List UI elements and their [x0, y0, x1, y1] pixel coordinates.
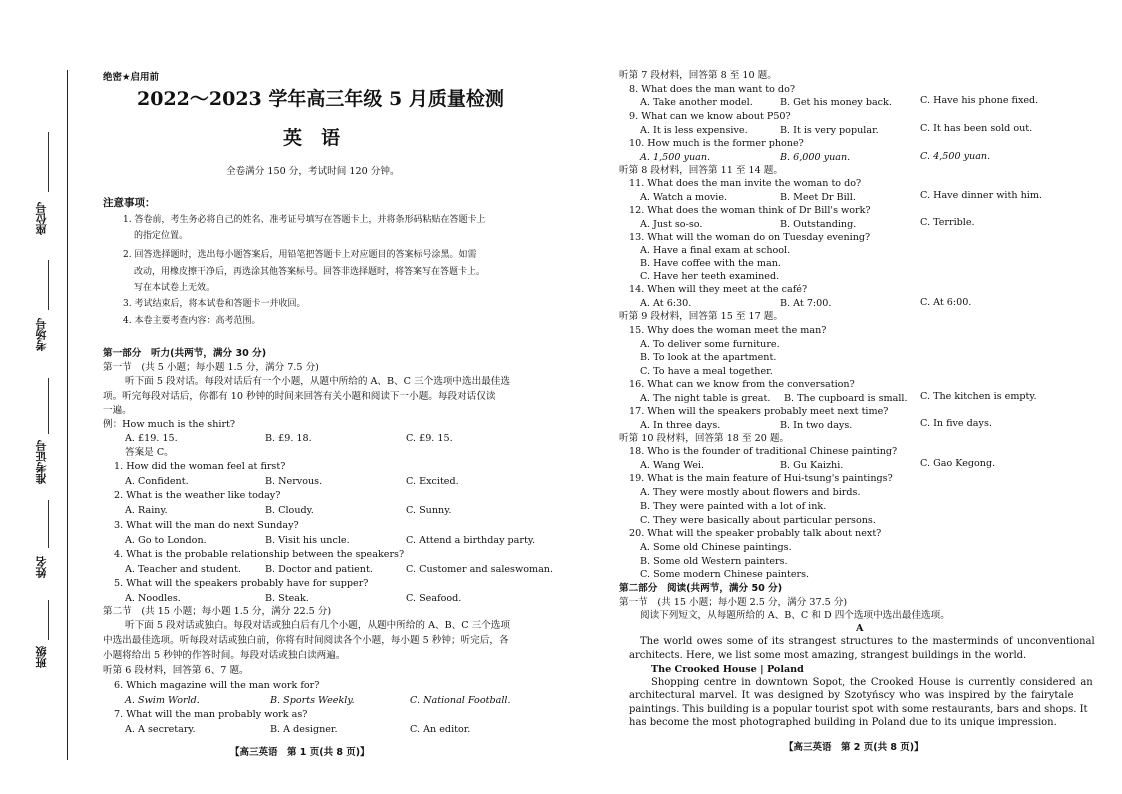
part2-sec1-heading: 第一节 (共 15 小题；每小题 2.5 分，满分 37.5 分): [619, 597, 848, 608]
q13-option-a: A. Have a final exam at school.: [640, 245, 791, 256]
room-underline: [48, 260, 49, 310]
class-underline: [48, 600, 49, 640]
q15-option-c: C. To have a meal together.: [640, 366, 773, 377]
q3-option-b: B. Visit his uncle.: [265, 535, 350, 546]
q16-option-a: A. The night table is great.: [640, 393, 771, 404]
question-20: 20. What will the speaker probably talk about next?: [629, 528, 882, 539]
para2-line3: paintings. This building is a popular tourist spot with some restaurants, bars and shops. It: [629, 704, 1088, 715]
binding-line: [67, 70, 68, 760]
q6-option-c: C. National Football.: [410, 695, 511, 706]
note-1b: 的指定位置。: [134, 231, 189, 241]
note-4: 4. 本卷主要考查内容：高考范围。: [123, 316, 261, 326]
part2-heading: 第二部分 阅读(共两节，满分 50 分): [619, 583, 783, 594]
question-16: 16. What can we know from the conversation?: [629, 379, 855, 390]
q4-option-a: A. Teacher and student.: [125, 564, 241, 575]
q7-option-b: B. A designer.: [270, 724, 338, 735]
name-underline: [48, 500, 49, 548]
q7-option-a: A. A secretary.: [125, 724, 196, 735]
q14-option-c: C. At 6:00.: [920, 297, 972, 308]
class-label: 班级: [35, 646, 48, 668]
room-label: 考场号: [35, 318, 48, 351]
notes-heading: 注意事项：: [103, 197, 156, 209]
question-15: 15. Why does the woman meet the man?: [629, 325, 827, 336]
question-4: 4. What is the probable relationship between the speakers?: [114, 549, 405, 560]
sec2-heading: 第二节 (共 15 小题；每小题 1.5 分，满分 22.5 分): [103, 606, 332, 617]
material-7: 听第 7 段材料，回答第 8 至 10 题。: [619, 70, 777, 81]
example-question: 例：How much is the shirt?: [103, 419, 236, 430]
crooked-house-heading: The Crooked House | Poland: [651, 664, 804, 675]
para1-line1: The world owes some of its strangest structures to the masterminds of unconventional: [640, 636, 1095, 647]
q12-option-c: C. Terrible.: [920, 217, 975, 228]
question-12: 12. What does the woman think of Dr Bill's work?: [629, 205, 871, 216]
q9-option-b: B. It is very popular.: [780, 125, 879, 136]
part1-heading: 第一部分 听力(共两节，满分 30 分): [103, 348, 267, 359]
q19-option-c: C. They were basically about particular persons.: [640, 515, 876, 526]
seat-underline: [48, 132, 49, 192]
q15-option-b: B. To look at the apartment.: [640, 352, 777, 363]
q4-option-c: C. Customer and saleswoman.: [406, 564, 554, 575]
note-3: 3. 考试结束后，将本试卷和答题卡一并收回。: [123, 299, 306, 309]
q6-option-a: A. Swim World.: [125, 695, 200, 706]
q17-option-c: C. In five days.: [920, 418, 992, 429]
q9-option-a: A. It is less expensive.: [640, 125, 748, 136]
q18-option-c: C. Gao Kegong.: [920, 458, 996, 469]
para1-line2: architects. Here, we list some most amazing, strangest buildings in the world.: [629, 650, 1027, 661]
q15-option-a: A. To deliver some furniture.: [640, 339, 780, 350]
q12-option-b: B. Outstanding.: [780, 219, 857, 230]
q8-option-b: B. Get his money back.: [780, 97, 892, 108]
passage-letter: A: [856, 623, 864, 634]
sec1-instr-c: 一遍。: [103, 405, 132, 416]
example-option-b: B. £9. 18.: [265, 433, 312, 444]
q8-option-c: C. Have his phone fixed.: [920, 95, 1039, 106]
question-1: 1. How did the woman feel at first?: [114, 461, 286, 472]
q4-option-b: B. Doctor and patient.: [265, 564, 373, 575]
page-title: 2022～2023 学年高三年级 5 月质量检测: [137, 88, 504, 110]
q1-option-a: A. Confident.: [125, 476, 189, 487]
q5-option-b: B. Steak.: [265, 593, 309, 604]
material-6: 听第 6 段材料，回答第 6、7 题。: [103, 665, 249, 676]
q2-option-b: B. Cloudy.: [265, 505, 314, 516]
q7-option-c: C. An editor.: [410, 724, 471, 735]
seat-label: 座位号: [35, 202, 48, 235]
example-option-a: A. £19. 15.: [125, 433, 178, 444]
q19-option-a: A. They were mostly about flowers and birds.: [640, 487, 861, 498]
example-answer: 答案是 C。: [125, 447, 174, 458]
question-2: 2. What is the weather like today?: [114, 490, 281, 501]
q16-option-b: B. The cupboard is small.: [784, 393, 908, 404]
sec2-instr-b: 中选出最佳选项。听每段对话或独白前，你将有时间阅读各个小题，每小题 5 秒钟；听完后，各: [103, 635, 509, 646]
q2-option-a: A. Rainy.: [125, 505, 168, 516]
question-14: 14. When will they meet at the café?: [629, 284, 808, 295]
q13-option-c: C. Have her teeth examined.: [640, 271, 780, 282]
example-option-c: C. £9. 15.: [406, 433, 453, 444]
question-13: 13. What will the woman do on Tuesday evening?: [629, 232, 871, 243]
question-17: 17. When will the speakers probably meet next time?: [629, 406, 889, 417]
question-5: 5. What will the speakers probably have for supper?: [114, 578, 369, 589]
q10-option-c: C. 4,500 yuan.: [920, 151, 991, 162]
q19-option-b: B. They were painted with a lot of ink.: [640, 501, 827, 512]
q18-option-b: B. Gu Kaizhi.: [780, 460, 844, 471]
q1-option-b: B. Nervous.: [265, 476, 323, 487]
question-3: 3. What will the man do next Sunday?: [114, 520, 299, 531]
sec1-instr-a: 听下面 5 段对话。每段对话后有一个小题，从题中所给的 A、B、C 三个选项中选出最佳选: [125, 376, 510, 387]
question-18: 18. Who is the founder of traditional Chinese painting?: [629, 446, 898, 457]
q14-option-b: B. At 7:00.: [780, 298, 832, 309]
sec2-instr-c: 小题将给出 5 秒钟的作答时间。每段对话或独白读两遍。: [103, 650, 346, 661]
q2-option-c: C. Sunny.: [406, 505, 452, 516]
subject-title: 英 语: [283, 127, 341, 149]
para2-line2: architectural marvel. It was designed by Szotyńscy who was inspired by the fairytale: [629, 690, 1074, 701]
question-6: 6. Which magazine will the man work for?: [114, 680, 320, 691]
secret-label: 绝密★启用前: [103, 72, 160, 83]
q11-option-a: A. Watch a movie.: [640, 192, 728, 203]
q14-option-a: A. At 6:30.: [640, 298, 692, 309]
q13-option-b: B. Have coffee with the man.: [640, 258, 781, 269]
question-10: 10. How much is the former phone?: [629, 138, 804, 149]
material-8: 听第 8 段材料，回答第 11 至 14 题。: [619, 165, 783, 176]
note-2b: 改动，用橡皮擦干净后，再选涂其他答案标号。回答非选择题时，将答案写在答题卡上。: [134, 267, 486, 277]
para2-line4: has become the most photographed building in Poland due to its unique impression.: [629, 717, 1057, 728]
sec1-heading: 第一节 (共 5 小题；每小题 1.5 分，满分 7.5 分): [103, 362, 319, 373]
q5-option-a: A. Noodles.: [125, 593, 181, 604]
material-10: 听第 10 段材料，回答第 18 至 20 题。: [619, 433, 790, 444]
note-2a: 2. 回答选择题时，选出每小题答案后，用铅笔把答题卡上对应题目的答案标号涂黑。如需: [123, 250, 477, 260]
score-line: 全卷满分 150 分，考试时间 120 分钟。: [226, 166, 400, 177]
q12-option-a: A. Just so-so.: [640, 219, 703, 230]
question-7: 7. What will the man probably work as?: [114, 709, 308, 720]
q20-option-c: C. Some modern Chinese painters.: [640, 569, 810, 580]
q10-option-a: A. 1,500 yuan.: [640, 152, 711, 163]
q10-option-b: B. 6,000 yuan.: [780, 152, 851, 163]
ticket-underline: [48, 378, 49, 434]
part2-instructions: 阅读下列短文，从每题所给的 A、B、C 和 D 四个选项中选出最佳选项。: [640, 610, 950, 621]
note-2c: 写在本试卷上无效。: [134, 283, 216, 293]
q9-option-c: C. It has been sold out.: [920, 123, 1033, 134]
note-1a: 1. 答卷前，考生务必将自己的姓名、准考证号填写在答题卡上，并将条形码粘贴在答题卡上: [123, 215, 486, 225]
sec1-instr-b: 项。听完每段对话后，你都有 10 秒钟的时间来回答有关小题和阅读下一小题。每段对话仅读: [103, 391, 496, 402]
q3-option-a: A. Go to London.: [125, 535, 207, 546]
q18-option-a: A. Wang Wei.: [640, 460, 705, 471]
footer-left: 【高三英语 第 1 页(共 8 页)】: [230, 747, 370, 758]
name-label: 姓名: [35, 556, 48, 578]
q1-option-c: C. Excited.: [406, 476, 459, 487]
question-19: 19. What is the main feature of Hui-tsung's paintings?: [629, 473, 893, 484]
q6-option-b: B. Sports Weekly.: [270, 695, 355, 706]
material-9: 听第 9 段材料，回答第 15 至 17 题。: [619, 311, 783, 322]
question-9: 9. What can we know about P50?: [629, 111, 791, 122]
q20-option-a: A. Some old Chinese paintings.: [640, 542, 792, 553]
question-11: 11. What does the man invite the woman to do?: [629, 178, 862, 189]
q20-option-b: B. Some old Western painters.: [640, 556, 788, 567]
q16-option-c: C. The kitchen is empty.: [920, 391, 1037, 402]
q5-option-c: C. Seafood.: [406, 593, 462, 604]
para2-line1: Shopping centre in downtown Sopot, the Crooked House is currently considered an: [651, 677, 1093, 688]
q17-option-a: A. In three days.: [640, 420, 721, 431]
footer-right: 【高三英语 第 2 页(共 8 页)】: [784, 742, 924, 753]
q17-option-b: B. In two days.: [780, 420, 853, 431]
sec2-instr-a: 听下面 5 段对话或独白。每段对话或独白后有几个小题，从题中所给的 A、B、C 三个选项: [125, 620, 510, 631]
question-8: 8. What does the man want to do?: [629, 84, 795, 95]
q3-option-c: C. Attend a birthday party.: [406, 535, 536, 546]
q8-option-a: A. Take another model.: [640, 97, 753, 108]
q11-option-c: C. Have dinner with him.: [920, 190, 1042, 201]
q11-option-b: B. Meet Dr Bill.: [780, 192, 856, 203]
ticket-label: 准考证号: [35, 440, 48, 484]
